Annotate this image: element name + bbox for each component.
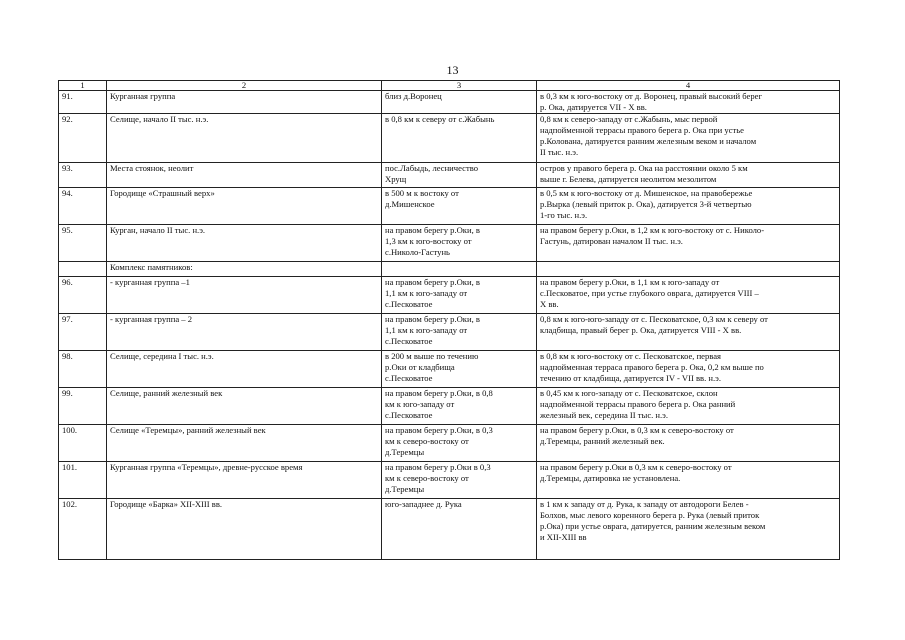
monument-description: 0,8 км к северо-западу от с.Жабынь, мыс первой надпойменной террасы правого берега р. Ока при устье р.Колована, датируется ранним железным веком и началом II тыс. н.э. <box>537 114 840 163</box>
monument-description: остров у правого берега р. Ока на расстоянии около 5 км выше г. Белева, датируется неолитом мезолитом <box>537 163 840 188</box>
table-row <box>59 163 840 188</box>
row-number: 93. <box>59 163 107 188</box>
row-number: 94. <box>59 188 107 225</box>
table-header-row <box>59 81 840 91</box>
monument-location: на правом берегу р.Оки, в 1,1 км к юго-западу от с.Песковатое <box>382 314 537 351</box>
row-number: 97. <box>59 314 107 351</box>
monument-name: Селище «Теремцы», ранний железный век <box>107 425 382 462</box>
monument-location: в 500 м к востоку от д.Мишенское <box>382 188 537 225</box>
monument-location: близ д.Воронец <box>382 91 537 114</box>
monument-location: в 200 м выше по течению р.Оки от кладбища с.Песковатое <box>382 351 537 388</box>
monument-location: пос.Лабыдь, лесничество Хрущ <box>382 163 537 188</box>
monument-name: Селище, начало II тыс. н.э. <box>107 114 382 163</box>
monument-description: в 1 км к западу от д. Рука, к западу от автодороги Белев - Болхов, мыс левого коренного берега р. Рука (левый приток р.Ока) при устье оврага, датируется, ранним железным веком и XII-XIII вв <box>537 499 840 560</box>
monument-description: в 0,45 км к юго-западу от с. Песковатское, склон надпойменной террасы правого берега р. Ока ранний железный век, середина II тыс. н.э. <box>537 388 840 425</box>
page-number: 13 <box>446 63 459 77</box>
table-row <box>59 225 840 262</box>
monument-description: на правом берегу р.Оки, в 0,3 км к северо-востоку от д.Теремцы, ранний железный век. <box>537 425 840 462</box>
monument-location: на правом берегу р.Оки в 0,3 км к северо-востоку от д.Теремцы <box>382 462 537 499</box>
row-number: 92. <box>59 114 107 163</box>
table-row <box>59 277 840 314</box>
monument-location: на правом берегу р.Оки, в 1,3 км к юго-востоку от с.Николо-Гастунь <box>382 225 537 262</box>
row-number: 98. <box>59 351 107 388</box>
row-number: 102. <box>59 499 107 560</box>
table-row <box>59 388 840 425</box>
monument-name: Городище «Страшный верх» <box>107 188 382 225</box>
table-row <box>59 425 840 462</box>
table-row <box>59 114 840 163</box>
row-number: 95. <box>59 225 107 262</box>
monument-location: в 0,8 км к северу от с.Жабынь <box>382 114 537 163</box>
table-row <box>59 91 840 114</box>
monument-location: юго-западнее д. Рука <box>382 499 537 560</box>
monument-description: 0,8 км к юго-юго-западу от с. Песковатское, 0,3 км к северу от кладбища, правый берег р. Ока, датируется VIII - X вв. <box>537 314 840 351</box>
table-row <box>59 462 840 499</box>
monument-description <box>537 262 840 277</box>
monument-description: на правом берегу р.Оки, в 1,1 км к юго-западу от с.Песковатое, при устье глубокого оврага, датируется VIII – X вв. <box>537 277 840 314</box>
monument-name: Курганная группа «Теремцы», древне-русское время <box>107 462 382 499</box>
row-number <box>59 262 107 277</box>
table-row <box>59 314 840 351</box>
monuments-table <box>58 80 840 560</box>
row-number: 100. <box>59 425 107 462</box>
column-header: 4 <box>537 81 840 91</box>
monument-description: на правом берегу р.Оки в 0,3 км к северо-востоку от д.Теремцы, датировка не установлена. <box>537 462 840 499</box>
monument-name: Городище «Барка» XII-XIII вв. <box>107 499 382 560</box>
monument-name: Селище, середина I тыс. н.э. <box>107 351 382 388</box>
column-header: 2 <box>107 81 382 91</box>
row-number: 91. <box>59 91 107 114</box>
row-number: 101. <box>59 462 107 499</box>
column-header: 1 <box>59 81 107 91</box>
table-row <box>59 262 840 277</box>
monument-description: в 0,5 км к юго-востоку от д. Мишенское, на правобережье р.Вырка (левый приток р. Ока), датируется 3-й четвертью 1-го тыс. н.э. <box>537 188 840 225</box>
monument-name: - курганная группа – 2 <box>107 314 382 351</box>
monument-name: Комплекс памятников: <box>107 262 382 277</box>
monument-name: Селище, ранний железный век <box>107 388 382 425</box>
monument-location: на правом берегу р.Оки, в 0,3 км к северо-востоку от д.Теремцы <box>382 425 537 462</box>
monument-description: на правом берегу р.Оки, в 1,2 км к юго-востоку от с. Николо- Гастунь, датирован началом II тыс. н.э. <box>537 225 840 262</box>
monument-location: на правом берегу р.Оки, в 1,1 км к юго-западу от с.Песковатое <box>382 277 537 314</box>
monument-description: в 0,3 км к юго-востоку от д. Воронец, правый высокий берег р. Ока, датируется VII - X вв. <box>537 91 840 114</box>
monument-name: - курганная группа –1 <box>107 277 382 314</box>
monument-name: Места стоянок, неолит <box>107 163 382 188</box>
row-number: 96. <box>59 277 107 314</box>
table-row <box>59 499 840 560</box>
table-row <box>59 351 840 388</box>
monument-name: Курганная группа <box>107 91 382 114</box>
monument-name: Курган, начало II тыс. н.э. <box>107 225 382 262</box>
row-number: 99. <box>59 388 107 425</box>
column-header: 3 <box>382 81 537 91</box>
monument-location: на правом берегу р.Оки, в 0,8 км к юго-западу от с.Песковатое <box>382 388 537 425</box>
monument-location <box>382 262 537 277</box>
monument-description: в 0,8 км к юго-востоку от с. Песковатское, первая надпойменная терраса правого берега р. Ока, 0,2 км выше по течению от кладбища, датируется IV - VII вв. н.э. <box>537 351 840 388</box>
table-row <box>59 188 840 225</box>
